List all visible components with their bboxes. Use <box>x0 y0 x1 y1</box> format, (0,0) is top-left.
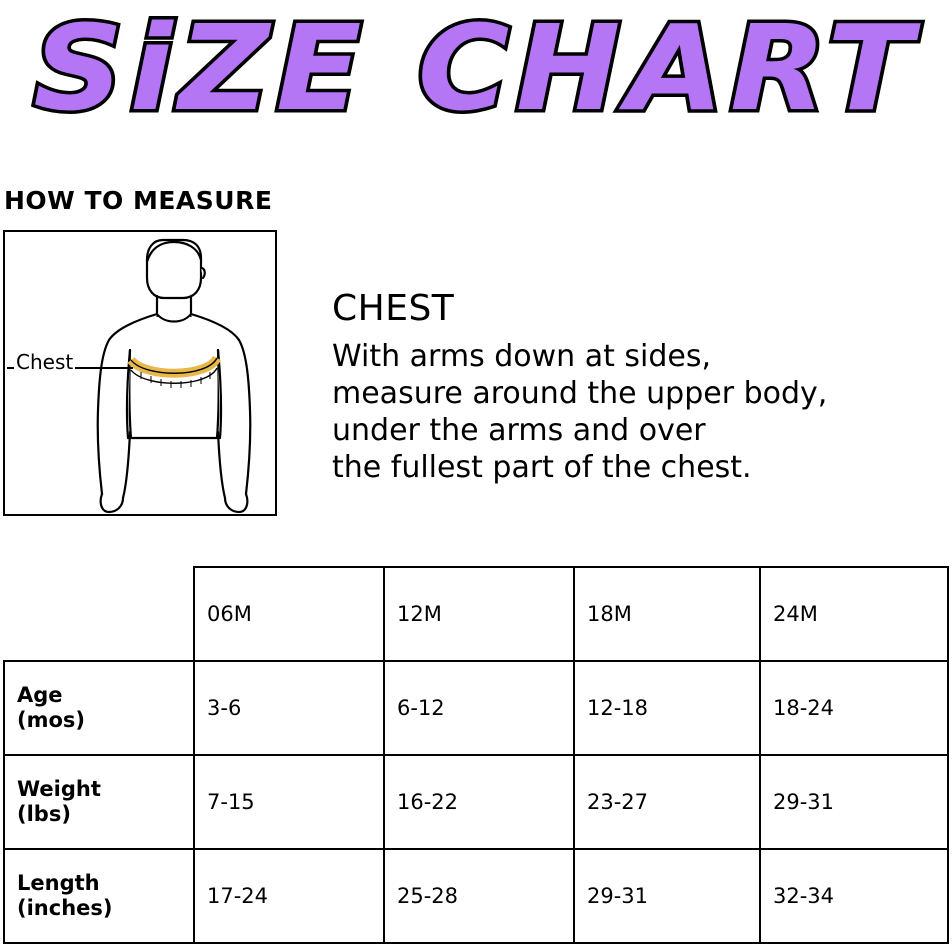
column-header-24m: 24M <box>760 567 948 661</box>
chest-description-body <box>332 338 932 486</box>
column-header-18m: 18M <box>574 567 760 661</box>
cell-age-18m: 12-18 <box>574 661 760 755</box>
cell-length-18m: 29-31 <box>574 849 760 943</box>
size-table <box>3 566 949 944</box>
page-title: SiZE CHART <box>33 0 919 137</box>
cell-length-24m: 32-34 <box>760 849 948 943</box>
page-title-banner <box>0 0 952 150</box>
row-label-weight-line1: Weight <box>17 777 101 801</box>
row-label-age-line2: (mos) <box>17 708 86 732</box>
chest-description-heading: CHEST <box>332 288 455 329</box>
row-label-weight <box>4 755 194 849</box>
description-line-2: measure around the upper body, <box>332 376 828 411</box>
row-label-length <box>4 849 194 943</box>
column-header-06m: 06M <box>194 567 384 661</box>
table-row <box>4 755 948 849</box>
row-label-length-line2: (inches) <box>17 896 113 920</box>
description-line-1: With arms down at sides, <box>332 339 712 374</box>
chest-measure-label: Chest <box>16 350 74 374</box>
cell-length-06m: 17-24 <box>194 849 384 943</box>
cell-weight-12m: 16-22 <box>384 755 574 849</box>
cell-age-12m: 6-12 <box>384 661 574 755</box>
table-header-row <box>4 567 948 661</box>
cell-weight-24m: 29-31 <box>760 755 948 849</box>
cell-age-06m: 3-6 <box>194 661 384 755</box>
cell-weight-18m: 23-27 <box>574 755 760 849</box>
table-row <box>4 661 948 755</box>
cell-weight-06m: 7-15 <box>194 755 384 849</box>
row-label-weight-line2: (lbs) <box>17 802 71 826</box>
table-corner-cell <box>4 567 194 661</box>
chest-description <box>332 288 932 486</box>
column-header-12m: 12M <box>384 567 574 661</box>
cell-length-12m: 25-28 <box>384 849 574 943</box>
description-line-3: under the arms and over <box>332 413 706 448</box>
row-label-age <box>4 661 194 755</box>
row-label-age-line1: Age <box>17 683 63 707</box>
table-row <box>4 849 948 943</box>
row-label-length-line1: Length <box>17 871 100 895</box>
description-line-4: the fullest part of the chest. <box>332 450 752 485</box>
how-to-measure-heading: HOW TO MEASURE <box>4 186 273 215</box>
cell-age-24m: 18-24 <box>760 661 948 755</box>
